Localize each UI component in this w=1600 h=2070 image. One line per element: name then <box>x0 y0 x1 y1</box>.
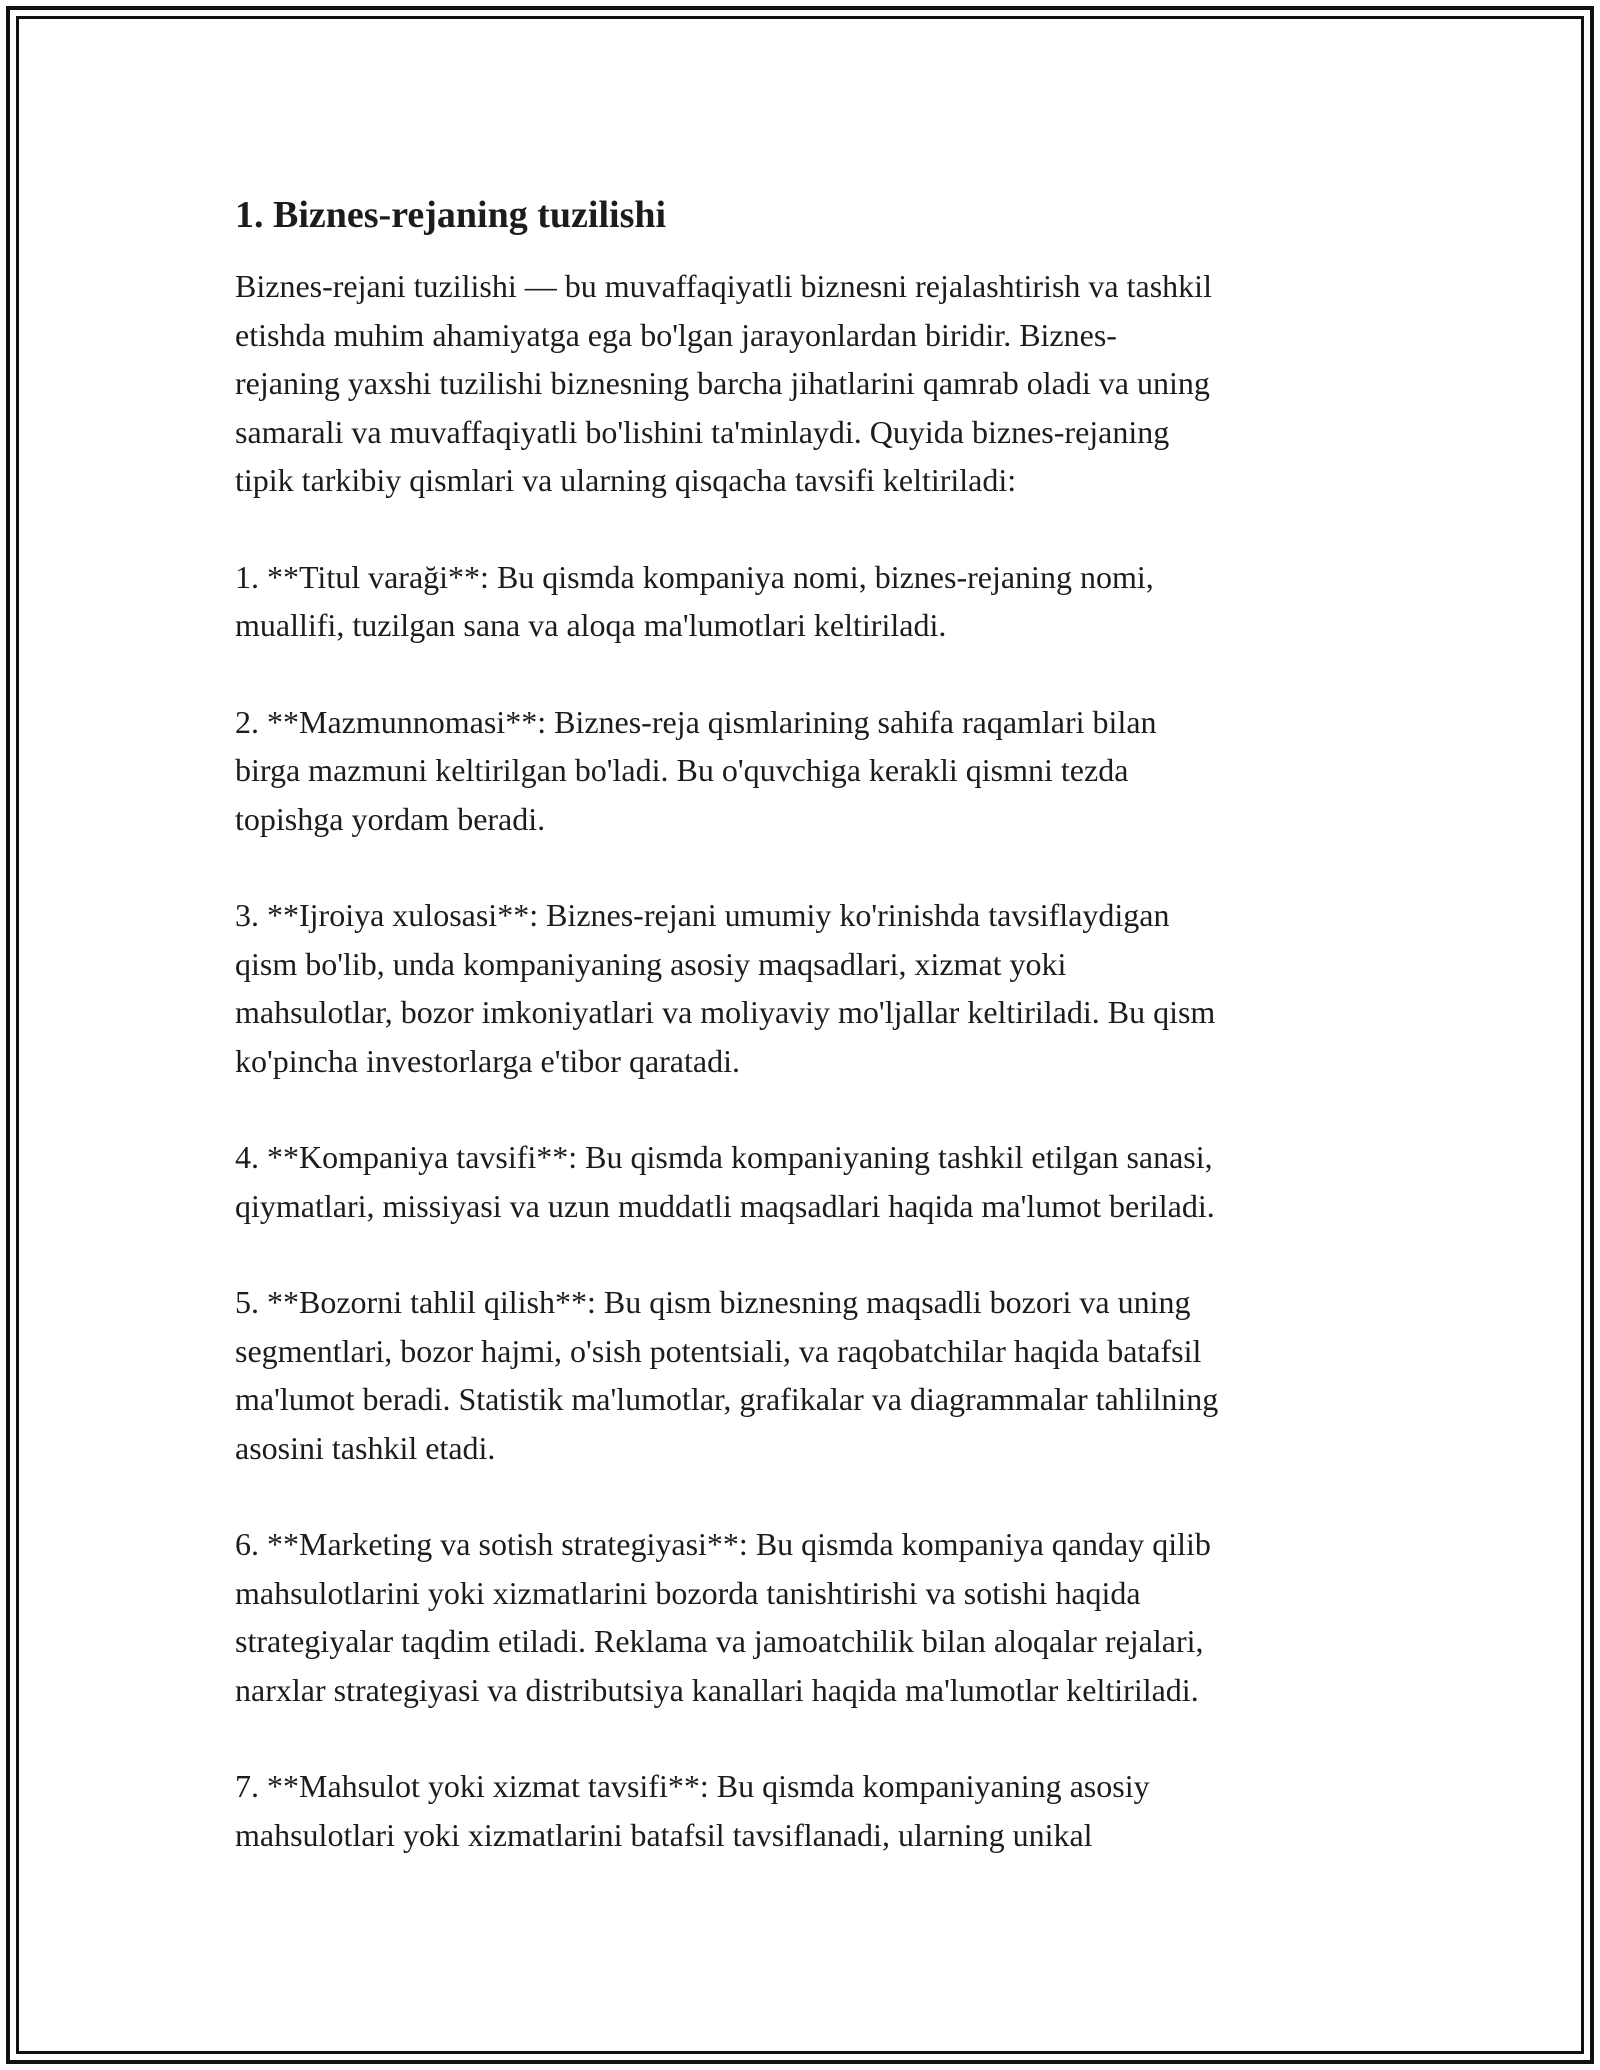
list-item-table-of-contents: 2. **Mazmunnomasi**: Biznes-reja qismlarining sahifa raqamlari bilan birga mazmuni keltirilgan bo'ladi. Bu o'quvchiga kerakli qismni tezda topishga yordam beradi. <box>235 703 1157 837</box>
list-item-product-description: 7. **Mahsulot yoki xizmat tavsifi**: Bu qismda kompaniyaning asosiy mahsulotlari yoki xizmatlarini batafsil tavsiflanadi, ularning unikal <box>235 1768 1150 1853</box>
intro-paragraph: Biznes-rejani tuzilishi — bu muvaffaqiyatli biznesni rejalashtirish va tashkil etishda muhim ahamiyatga ega bo'lgan jarayonlardan biridir. Biznes- rejaning yaxshi tuzilishi biznesning barcha jihatlarini qamrab oladi va uning samarali va muvaffaqiyatli bo'lishini ta'minlaydi. Quyida biznes-rejaning tipik tarkibiy qismlari va ularning qisqacha tavsifi keltiriladi: <box>235 268 1212 498</box>
list-item-marketing-strategy: 6. **Marketing va sotish strategiyasi**: Bu qismda kompaniya qanday qilib mahsulotlarini yoki xizmatlarini bozorda tanishtirishi va sotishi haqida strategiyalar taqdim etiladi. Reklama va jamoatchilik bilan aloqalar rejalari, narxlar strategiyasi va distributsiya kanallari haqida ma'lumotlar keltiriladi. <box>235 1526 1211 1708</box>
list-item-company-description: 4. **Kompaniya tavsifi**: Bu qismda kompaniyaning tashkil etilgan sanasi, qiymatlari, missiyasi va uzun muddatli maqsadlari haqida ma'lumot beriladi. <box>235 1139 1215 1224</box>
list-item-executive-summary: 3. **Ijroiya xulosasi**: Biznes-rejani umumiy ko'rinishda tavsiflaydigan qism bo'lib, unda kompaniyaning asosiy maqsadlari, xizmat yoki mahsulotlar, bozor imkoniyatlari va moliyaviy mo'ljallar keltiriladi. Bu qism ko'pincha investorlarga e'tibor qaratadi. <box>235 897 1216 1079</box>
list-item-market-analysis: 5. **Bozorni tahlil qilish**: Bu qism biznesning maqsadli bozori va uning segmentlari, bozor hajmi, o'sish potentsiali, va raqobatchilar haqida batafsil ma'lumot beradi. Statistik ma'lumotlar, grafikalar va diagrammalar tahlilning asosini tashkil etadi. <box>235 1284 1219 1466</box>
section-heading: 1. Biznes-rejaning tuzilishi <box>235 194 667 236</box>
document-body <box>235 190 1365 1907</box>
list-item-title-page: 1. **Titul varaği**: Bu qismda kompaniya nomi, biznes-rejaning nomi, muallifi, tuzilgan sana va aloqa ma'lumotlari keltiriladi. <box>235 558 1154 643</box>
